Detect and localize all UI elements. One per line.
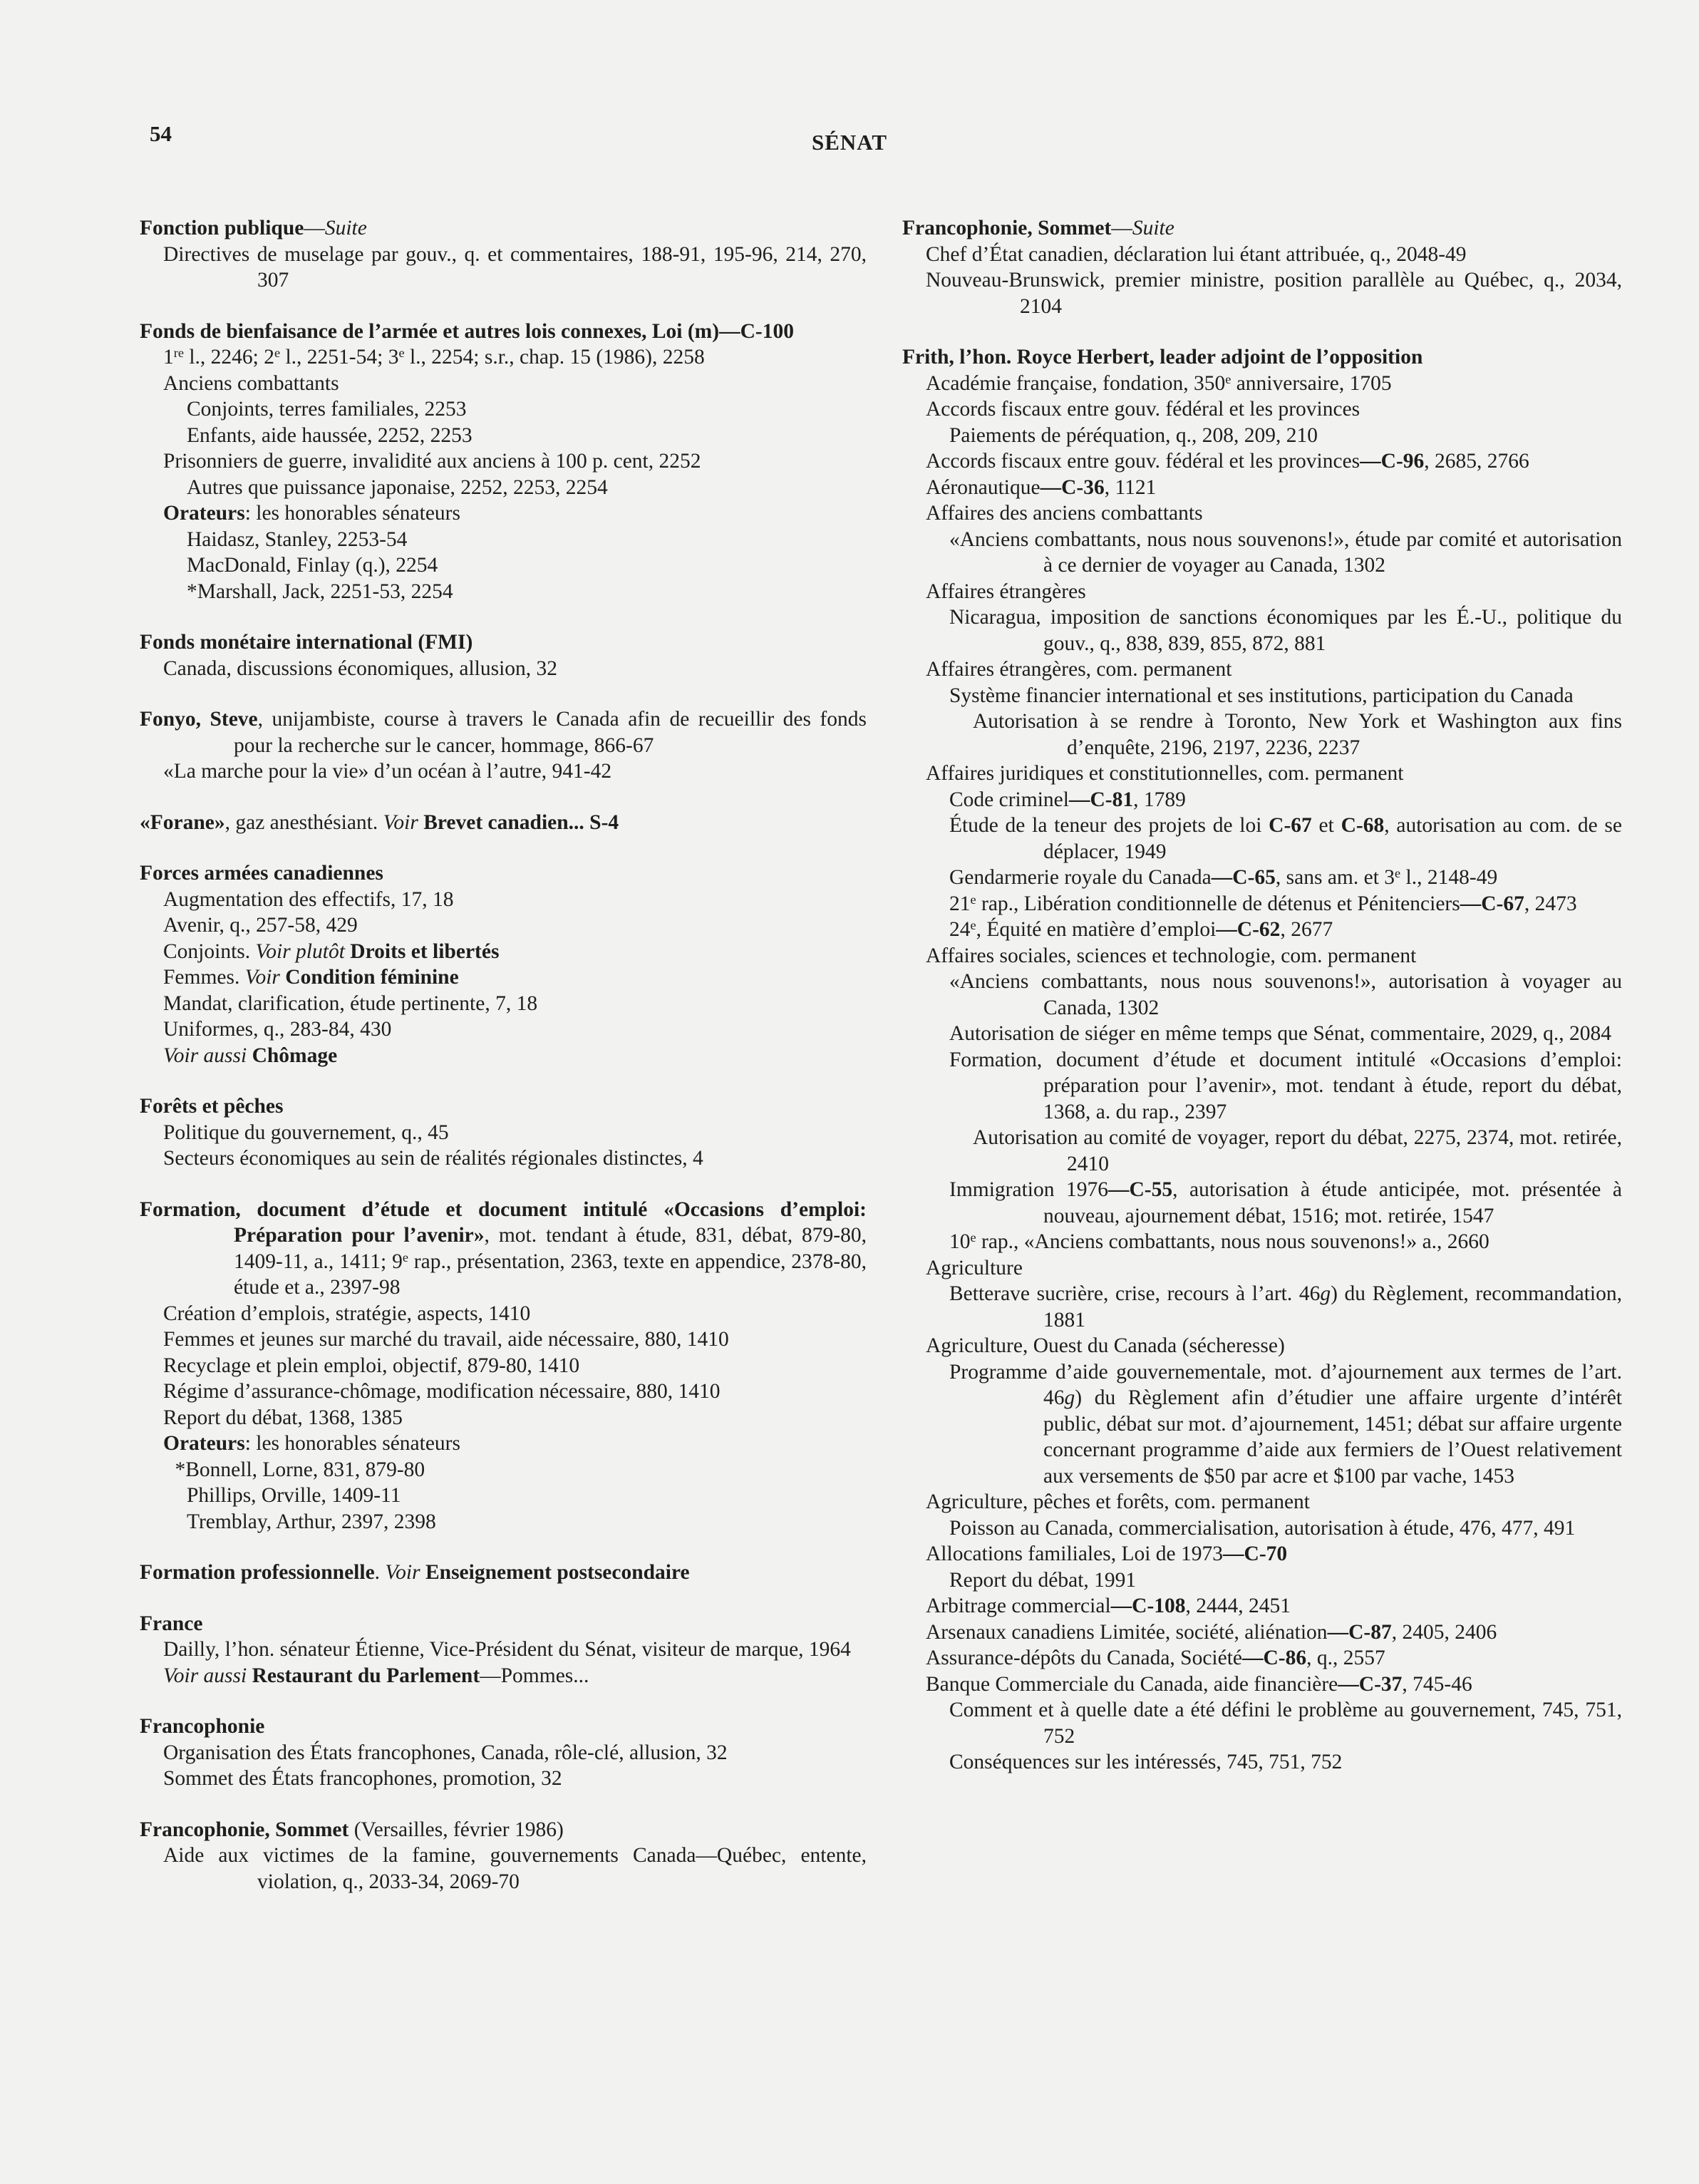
entry-text: Sommet des États francophones, promotion, 32: [163, 1767, 562, 1790]
entry-text: .: [374, 1561, 386, 1584]
entry-text: , 1121: [1104, 475, 1157, 499]
index-heading: [140, 1611, 867, 1637]
entry-text: Accords fiscaux entre gouv. fédéral et les provinces: [926, 450, 1360, 473]
entry-text: , Équité en matière d’emploi: [976, 918, 1217, 941]
entry-text: Francophonie, Sommet: [902, 217, 1112, 239]
entry-text: Forêts et pêches: [140, 1095, 284, 1118]
index-subentry: [140, 1327, 867, 1353]
index-subentry: [902, 527, 1622, 579]
index-subentry: [140, 1379, 867, 1405]
entry-text: «Anciens combattants, nous nous souvenons!», étude par comité et autorisation à ce dernier de voyager au Canada, 1302: [949, 527, 1622, 577]
entry-text: Orateurs: [163, 502, 245, 525]
index-subentry: [140, 1405, 867, 1431]
index-subentry: [140, 887, 867, 913]
entry-text: , 2444, 2451: [1185, 1595, 1291, 1617]
entry-text: Accords fiscaux entre gouv. fédéral et les provinces: [926, 398, 1360, 421]
entry-text: *Bonnell, Lorne, 831, 879-80: [175, 1458, 425, 1481]
index-subentry: [140, 1301, 867, 1327]
entry-text: Formation, document d’étude et document intitulé «Occasions d’emploi: Préparation pour l’avenir»: [140, 1197, 867, 1247]
entry-text: e: [274, 345, 281, 360]
entry-text: l., 2251-54; 3: [280, 346, 399, 369]
entry-text: Voir aussi: [163, 1664, 247, 1687]
entry-text: Conjoints, terres familiales, 2253: [187, 398, 467, 421]
entry-text: [420, 1561, 425, 1584]
entry-text: , autorisation au com. de se déplacer, 1949: [1043, 814, 1623, 863]
index-subentry: [902, 579, 1622, 605]
index-subentry: [902, 656, 1622, 683]
entry-text: C-68: [1341, 814, 1385, 837]
entry-text: Académie française, fondation, 350: [926, 371, 1226, 395]
index-subentry: [140, 1637, 867, 1663]
index-heading: [140, 1560, 867, 1586]
index-subentry: [902, 683, 1622, 709]
entry-text: , q., 2557: [1306, 1647, 1385, 1669]
index-heading: [140, 860, 867, 887]
index-subentry: [902, 1021, 1622, 1047]
entry-text: Allocations familiales, Loi de 1973: [926, 1542, 1224, 1565]
index-heading: [140, 1714, 867, 1740]
index-subentry: [140, 1457, 867, 1483]
entry-text: e: [402, 1250, 408, 1264]
entry-text: Voir: [385, 1561, 420, 1584]
entry-text: Suite: [1132, 217, 1174, 239]
entry-text: Autorisation à se rendre à Toronto, New York et Washington aux fins d’enquête, 2196, 2197, 2236, 2237: [973, 710, 1622, 759]
entry-text: Anciens combattants: [163, 371, 339, 395]
entry-text: Francophonie: [140, 1715, 265, 1738]
index-subentry: [902, 761, 1622, 787]
entry-text: Formation professionnelle: [140, 1561, 375, 1584]
entry-text: Nouveau-Brunswick, premier ministre, position parallèle au Québec, q., 2034, 2104: [926, 269, 1622, 318]
index-heading: [140, 1817, 867, 1843]
index-subentry: [140, 448, 867, 475]
entry-text: —C-86: [1242, 1647, 1307, 1669]
entry-text: Aéronautique: [926, 475, 1040, 499]
index-subentry: [902, 1619, 1622, 1646]
entry-text: Banque Commerciale du Canada, aide financière: [926, 1672, 1338, 1696]
entry-text: Comment et à quelle date a été défini le problème au gouvernement, 745, 751, 752: [949, 1699, 1622, 1748]
entry-text: l., 2148-49: [1400, 866, 1498, 889]
entry-text: ) du Règlement afin d’étudier une affaire urgente d’intérêt public, débat sur mot. d’ajournement, 1451; débat sur affaire urgente concernant programme d’aide aux fermiers de l’Ouest relativement aux versements de $50 par acre et $100 par vache, 1453: [1043, 1386, 1622, 1488]
entry-text: , 745-46: [1402, 1672, 1472, 1696]
entry-text: l., 2246; 2: [183, 346, 274, 369]
entry-text: Chômage: [252, 1044, 338, 1067]
index-subentry: [902, 1333, 1622, 1359]
index-subentry: [140, 1509, 867, 1535]
entry-text: , mot. tendant à étude, 831, débat, 879-80, 1409-11, a., 1411; 9: [234, 1224, 867, 1273]
entry-text: Nicaragua, imposition de sanctions économiques par les É.-U., politique du gouv., q., 838, 839, 855, 872, 881: [949, 606, 1622, 655]
entry-text: 10: [949, 1230, 971, 1253]
index-subentry: [140, 1120, 867, 1146]
entry-text: Uniformes, q., 283-84, 430: [163, 1018, 392, 1041]
entry-text: Assurance-dépôts du Canada, Société: [926, 1647, 1242, 1669]
index-subentry: [140, 1766, 867, 1792]
entry-text: —C-87: [1327, 1620, 1392, 1644]
entry-text: e: [398, 345, 405, 360]
index-subentry: [902, 1177, 1622, 1229]
entry-text: Directives de muselage par gouv., q. et commentaires, 188-91, 195-96, 214, 270, 307: [163, 242, 867, 292]
index-subentry: [902, 1749, 1622, 1776]
index-heading: [140, 215, 867, 242]
entry-text: Augmentation des effectifs, 17, 18: [163, 887, 454, 911]
entry-text: Agriculture: [926, 1256, 1023, 1279]
index-heading: [140, 1197, 867, 1301]
page-number: 54: [150, 121, 172, 146]
entry-text: Gendarmerie royale du Canada: [949, 866, 1212, 889]
index-subentry: [140, 1740, 867, 1766]
index-subentry: [902, 1489, 1622, 1515]
index-column-right: [902, 215, 1622, 1776]
entry-text: Autorisation au comité de voyager, report du débat, 2275, 2374, mot. retirée, 2410: [973, 1126, 1622, 1175]
entry-text: Femmes et jeunes sur marché du travail, aide nécessaire, 880, 1410: [163, 1328, 729, 1351]
entry-text: —C-96: [1360, 450, 1425, 473]
entry-text: , gaz anesthésiant.: [224, 810, 383, 834]
entry-text: —C-81: [1068, 788, 1134, 811]
entry-text: [247, 1664, 252, 1687]
entry-text: Immigration 1976: [949, 1178, 1108, 1201]
entry-text: Fonyo, Steve: [140, 708, 258, 731]
entry-text: Conjoints.: [163, 939, 256, 963]
entry-text: —C-65: [1211, 866, 1276, 889]
index-subentry: [902, 813, 1622, 865]
entry-text: Phillips, Orville, 1409-11: [187, 1484, 401, 1507]
index-subentry: [140, 396, 867, 423]
entry-text: , autorisation à étude anticipée, mot. présentée à nouveau, ajournement débat, 1516; mot. retirée, 1547: [1043, 1178, 1622, 1227]
entry-text: anniversaire, 1705: [1231, 371, 1392, 395]
entry-text: Forces armées canadiennes: [140, 862, 383, 885]
index-subentry: [140, 656, 867, 682]
entry-text: , sans am. et 3: [1275, 866, 1395, 889]
index-subentry: [140, 552, 867, 579]
index-subentry: [140, 527, 867, 553]
entry-text: France: [140, 1612, 203, 1635]
index-heading: [140, 1093, 867, 1120]
index-subentry: [902, 423, 1622, 449]
index-subentry: [140, 1843, 867, 1895]
entry-text: Autres que puissance japonaise, 2252, 2253, 2254: [187, 475, 608, 499]
index-subentry: [902, 969, 1622, 1021]
entry-text: 21: [949, 892, 971, 915]
entry-text: Fonds monétaire international (FMI): [140, 631, 473, 654]
entry-text: e: [1395, 865, 1401, 880]
index-subentry: [140, 371, 867, 397]
entry-text: Code criminel: [949, 788, 1069, 811]
entry-text: Affaires étrangères: [926, 580, 1086, 603]
entry-text: «Forane»: [140, 810, 225, 834]
entry-text: —Pommes...: [480, 1664, 589, 1687]
index-subentry: [140, 1663, 867, 1689]
entry-text: Brevet canadien... S-4: [423, 810, 619, 834]
index-subentry: [902, 1125, 1622, 1177]
entry-text: 24: [949, 918, 971, 941]
entry-text: Création d’emplois, stratégie, aspects, 1410: [163, 1302, 531, 1325]
index-subentry: [140, 423, 867, 449]
index-subentry: [140, 1145, 867, 1172]
entry-text: re: [173, 345, 184, 360]
index-heading: [902, 215, 1622, 242]
entry-text: , 1789: [1133, 788, 1186, 811]
index-subentry: [902, 448, 1622, 475]
index-subentry: [902, 396, 1622, 423]
entry-text: *Marshall, Jack, 2251-53, 2254: [187, 580, 453, 603]
entry-text: —C-67: [1460, 892, 1524, 915]
entry-text: Arbitrage commercial: [926, 1595, 1111, 1617]
index-subentry: [902, 1541, 1622, 1567]
index-subentry: [140, 344, 867, 371]
index-subentry: [140, 242, 867, 294]
entry-text: Secteurs économiques au sein de réalités régionales distinctes, 4: [163, 1147, 703, 1170]
index-subentry: [902, 1697, 1622, 1749]
index-subentry: [140, 1043, 867, 1069]
entry-text: Report du débat, 1991: [949, 1568, 1137, 1592]
entry-text: Affaires juridiques et constitutionnelles, com. permanent: [926, 762, 1404, 785]
entry-text: : les honorables sénateurs: [244, 1432, 460, 1455]
entry-text: Dailly, l’hon. sénateur Étienne, Vice-Président du Sénat, visiteur de marque, 1964: [163, 1638, 851, 1661]
index-subentry: [902, 475, 1622, 501]
entry-text: Restaurant du Parlement: [252, 1664, 480, 1687]
index-subentry: [902, 943, 1622, 969]
entry-text: Politique du gouvernement, q., 45: [163, 1121, 449, 1144]
entry-text: e: [970, 1230, 976, 1245]
entry-text: Poisson au Canada, commercialisation, autorisation à étude, 476, 477, 491: [949, 1516, 1576, 1540]
index-subentry: [902, 709, 1622, 761]
entry-text: Affaires des anciens combattants: [926, 502, 1203, 525]
entry-text: , 2405, 2406: [1391, 1620, 1497, 1644]
entry-text: Fonction publique: [140, 217, 304, 239]
entry-text: , 2473: [1524, 892, 1577, 915]
entry-text: rap., «Anciens combattants, nous nous souvenons!» a., 2660: [976, 1230, 1489, 1253]
entry-text: Frith, l’hon. Royce Herbert, leader adjoint de l’opposition: [902, 346, 1423, 369]
index-subentry: [902, 891, 1622, 917]
entry-text: Affaires étrangères, com. permanent: [926, 658, 1232, 681]
entry-text: , 2677: [1280, 918, 1333, 941]
index-heading: [140, 810, 867, 836]
entry-text: Haidasz, Stanley, 2253-54: [187, 527, 408, 551]
index-subentry: [902, 604, 1622, 656]
entry-text: —: [1111, 217, 1132, 239]
entry-text: 1: [163, 346, 174, 369]
index-subentry: [902, 371, 1622, 397]
entry-text: g: [1064, 1386, 1075, 1409]
entry-text: Droits et libertés: [350, 939, 500, 963]
entry-text: Affaires sociales, sciences et technologie, com. permanent: [926, 944, 1417, 967]
entry-text: g: [1320, 1282, 1331, 1305]
index-subentry: [140, 939, 867, 965]
entry-text: —C-70: [1223, 1542, 1288, 1565]
index-subentry: [902, 1359, 1622, 1490]
index-subentry: [140, 1353, 867, 1379]
index-subentry: [902, 1593, 1622, 1619]
index-heading: [140, 629, 867, 656]
entry-text: Fonds de bienfaisance de l’armée et autres lois connexes, Loi (m)—C-100: [140, 319, 794, 343]
entry-text: Orateurs: [163, 1432, 245, 1455]
entry-text: Voir plutôt: [255, 939, 345, 963]
entry-text: Arsenaux canadiens Limitée, société, aliénation: [926, 1620, 1328, 1644]
index-subentry: [902, 1515, 1622, 1542]
entry-text: Voir aussi: [163, 1044, 247, 1067]
entry-text: «Anciens combattants, nous nous souvenons!», autorisation à voyager au Canada, 1302: [949, 970, 1622, 1019]
entry-text: Femmes.: [163, 966, 245, 989]
entry-text: Chef d’État canadien, déclaration lui étant attribuée, q., 2048-49: [926, 242, 1467, 266]
entry-text: Condition féminine: [285, 966, 459, 989]
entry-text: Enseignement postsecondaire: [425, 1561, 690, 1584]
entry-text: Formation, document d’étude et document intitulé «Occasions d’emploi: préparation pour l’avenir», mot. tendant à étude, report du débat, 1368, a. du rap., 2397: [949, 1048, 1622, 1123]
entry-text: —: [304, 217, 325, 239]
entry-text: rap., présentation, 2363, texte en appendice, 2378-80, étude et a., 2397-98: [234, 1250, 867, 1299]
entry-text: Canada, discussions économiques, allusion, 32: [163, 656, 558, 680]
entry-text: —C-55: [1108, 1178, 1173, 1201]
entry-text: Autorisation de siéger en même temps que Sénat, commentaire, 2029, q., 2084: [949, 1022, 1612, 1045]
entry-text: C-67: [1269, 814, 1312, 837]
entry-text: Aide aux victimes de la famine, gouvernements Canada—Québec, entente, violation, q., 2033-34, 2069-70: [163, 1844, 867, 1893]
index-subentry: [902, 1255, 1622, 1282]
entry-text: Système financier international et ses institutions, participation du Canada: [949, 684, 1574, 707]
entry-text: ) du Règlement, recommandation, 1881: [1043, 1282, 1622, 1331]
entry-text: —C-108: [1110, 1595, 1186, 1617]
entry-text: —C-37: [1338, 1672, 1403, 1696]
index-column-left: [140, 215, 867, 1895]
entry-text: Paiements de péréquation, q., 208, 209, 210: [949, 423, 1318, 447]
entry-text: Agriculture, Ouest du Canada (sécheresse): [926, 1334, 1285, 1357]
entry-text: Agriculture, pêches et forêts, com. permanent: [926, 1490, 1310, 1513]
entry-text: Étude de la teneur des projets de loi: [949, 814, 1269, 837]
index-subentry: [902, 267, 1622, 319]
index-subentry: [140, 1016, 867, 1043]
entry-text: rap., Libération conditionnelle de détenus et Pénitenciers: [976, 892, 1460, 915]
entry-text: —C-36: [1040, 475, 1105, 499]
entry-text: Recyclage et plein emploi, objectif, 879-80, 1410: [163, 1354, 580, 1377]
entry-text: Conséquences sur les intéressés, 745, 751, 752: [949, 1751, 1343, 1773]
index-subentry: [140, 758, 867, 785]
index-subentry: [902, 1047, 1622, 1126]
entry-text: [247, 1044, 252, 1067]
index-subentry: [140, 579, 867, 605]
index-subentry: [902, 1645, 1622, 1672]
entry-text: Mandat, clarification, étude pertinente, 7, 18: [163, 991, 538, 1015]
entry-text: Programme d’aide gouvernementale, mot. d’ajournement aux termes de l’art. 46: [949, 1360, 1622, 1409]
entry-text: (Versailles, février 1986): [348, 1818, 564, 1841]
index-subentry: [902, 1229, 1622, 1255]
entry-text: , 2685, 2766: [1424, 450, 1529, 473]
entry-text: Voir: [244, 966, 280, 989]
index-subentry: [902, 1281, 1622, 1333]
index-subentry: [902, 865, 1622, 891]
index-subentry: [902, 500, 1622, 527]
entry-text: , unijambiste, course à travers le Canada afin de recueillir des fonds pour la recherche sur le cancer, hommage, 866-67: [234, 708, 867, 757]
index-subentry: [140, 964, 867, 991]
entry-text: MacDonald, Finlay (q.), 2254: [187, 554, 438, 577]
entry-text: e: [970, 917, 976, 932]
index-subentry: [140, 912, 867, 939]
running-head: SÉNAT: [811, 130, 888, 155]
entry-text: Organisation des États francophones, Canada, rôle-clé, allusion, 32: [163, 1741, 728, 1764]
entry-text: e: [1225, 371, 1231, 386]
index-subentry: [140, 1483, 867, 1509]
entry-text: Report du débat, 1368, 1385: [163, 1406, 403, 1429]
index-subentry: [902, 787, 1622, 813]
entry-text: Prisonniers de guerre, invalidité aux anciens à 100 p. cent, 2252: [163, 450, 701, 473]
index-subentry: [902, 242, 1622, 268]
entry-text: l., 2254; s.r., chap. 15 (1986), 2258: [404, 346, 705, 369]
index-subentry: [902, 1672, 1622, 1698]
entry-text: Francophonie, Sommet: [140, 1818, 349, 1841]
entry-text: et: [1311, 814, 1341, 837]
index-heading: [140, 706, 867, 758]
entry-text: —C-62: [1216, 918, 1281, 941]
index-subentry: [140, 1431, 867, 1457]
index-subentry: [902, 917, 1622, 943]
entry-text: Betterave sucrière, crise, recours à l’art. 46: [949, 1282, 1321, 1305]
index-subentry: [140, 991, 867, 1017]
entry-text: Voir: [383, 810, 418, 834]
index-subentry: [140, 500, 867, 527]
entry-text: «La marche pour la vie» d’un océan à l’autre, 941-42: [163, 760, 612, 783]
index-subentry: [140, 475, 867, 501]
entry-text: Avenir, q., 257-58, 429: [163, 914, 358, 937]
entry-text: Régime d’assurance-chômage, modification nécessaire, 880, 1410: [163, 1380, 721, 1403]
entry-text: Tremblay, Arthur, 2397, 2398: [187, 1510, 436, 1533]
entry-text: : les honorables sénateurs: [244, 502, 460, 525]
entry-text: Enfants, aide haussée, 2252, 2253: [187, 423, 472, 447]
entry-text: e: [970, 892, 976, 907]
index-heading: [140, 319, 867, 345]
index-heading: [902, 344, 1622, 371]
entry-text: Suite: [324, 217, 367, 239]
index-subentry: [902, 1567, 1622, 1594]
